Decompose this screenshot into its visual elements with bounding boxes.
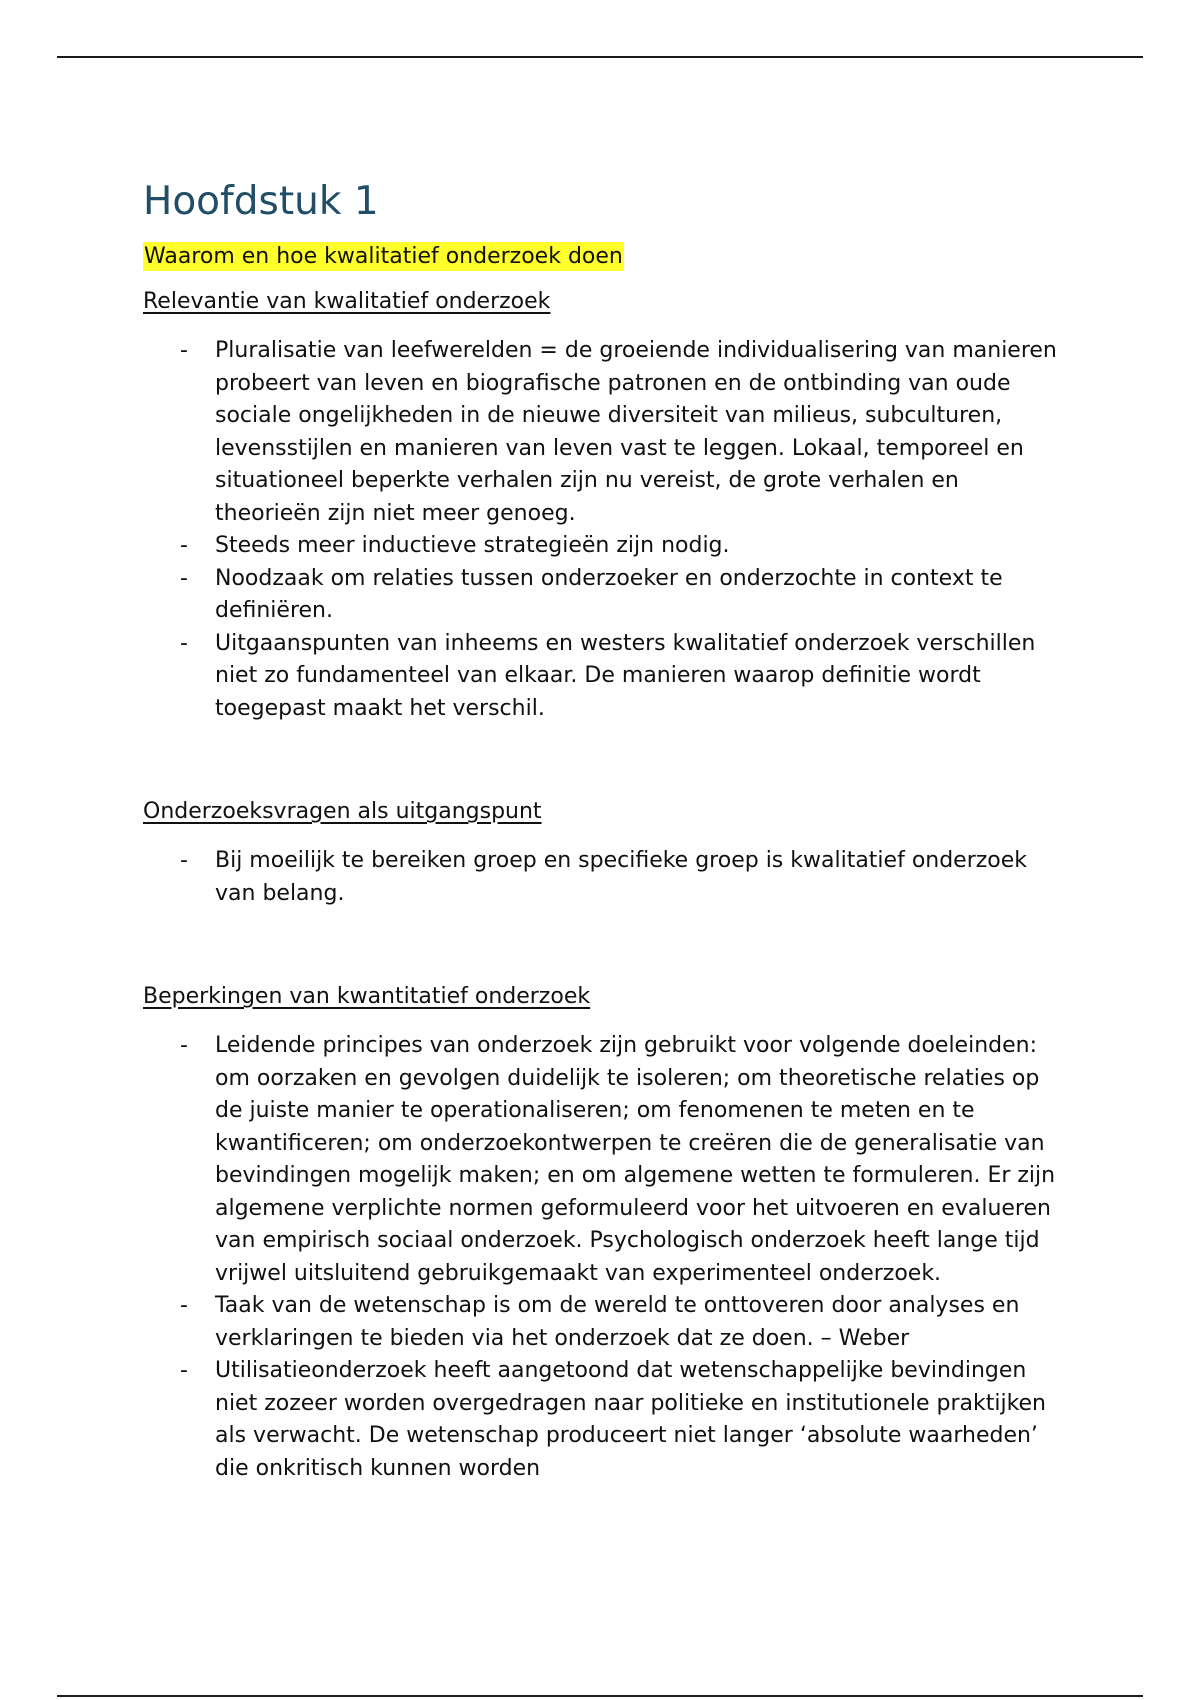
list-item xyxy=(143,1355,1063,1485)
list-item-text: Pluralisatie van leefwerelden = de groeiende individualisering van manieren probeert van leven en biografische patronen en de ontbinding van oude sociale ongelijkheden in de nieuwe diversiteit van milieus, subculturen, levensstijlen en manieren van leven vast te leggen. Lokaal, temporeel en situationeel beperkte verhalen zijn nu vereist, de grote verhalen en theorieën zijn niet meer genoeg. xyxy=(215,338,1057,526)
dash-bullet: - xyxy=(180,1358,188,1383)
list-item-text: Noodzaak om relaties tussen onderzoeker en onderzochte in context te definiëren. xyxy=(215,565,1003,623)
header-rule xyxy=(57,56,1143,58)
list-item-text: Leidende principes van onderzoek zijn gebruikt voor volgende doeleinden: om oorzaken en gevolgen duidelijk te isoleren; om theoretische relaties op de juiste manier te operationaliseren; om fenomenen te meten en te kwantificeren; om onderzoekontwerpen te creëren die de generalisatie van bevindingen mogelijk maken; en om algemene wetten te formuleren. Er zijn algemene verplichte normen geformuleerd voor het uitvoeren en evalueren van empirisch sociaal onderzoek. Psychologisch onderzoek heeft lange tijd vrijwel uitsluitend gebruikgemaakt van experimenteel onderzoek. xyxy=(215,1033,1056,1286)
section-title-relevantie: Relevantie van kwalitatief onderzoek xyxy=(143,289,551,314)
list-item xyxy=(143,335,1063,530)
dash-bullet: - xyxy=(180,1293,188,1318)
highlighted-subtitle: Waarom en hoe kwalitatief onderzoek doen xyxy=(144,244,623,269)
list-item-text: Bij moeilijk te bereiken groep en specifieke groep is kwalitatief onderzoek van belang. xyxy=(215,848,1028,906)
page-content xyxy=(143,176,1063,1485)
list-item-text: Utilisatieonderzoek heeft aangetoond dat wetenschappelijke bevindingen niet zozeer worden overgedragen naar politieke en institutionele praktijken als verwacht. De wetenschap produceert niet langer ‘absolute waarheden’ die onkritisch kunnen worden xyxy=(215,1358,1047,1481)
dash-bullet: - xyxy=(180,1033,188,1058)
dash-bullet: - xyxy=(180,848,188,873)
list-item-text: Uitgaanspunten van inheems en westers kwalitatief onderzoek verschillen niet zo fundamenteel van elkaar. De manieren waarop definitie wordt toegepast maakt het verschil. xyxy=(215,630,1036,721)
list-item-text: Steeds meer inductieve strategieën zijn nodig. xyxy=(215,533,730,558)
section-title-onderzoeksvragen: Onderzoeksvragen als uitgangspunt xyxy=(143,799,542,824)
page-title: Hoofdstuk 1 xyxy=(143,179,379,224)
footer-rule xyxy=(57,1695,1143,1697)
list-item xyxy=(143,845,1063,910)
bullet-list-beperkingen xyxy=(143,1030,1063,1485)
dash-bullet: - xyxy=(180,565,188,591)
list-item xyxy=(143,1030,1063,1290)
list-item xyxy=(143,628,1063,726)
dash-bullet: - xyxy=(180,630,188,656)
list-item xyxy=(143,530,1063,563)
bullet-list-onderzoeksvragen xyxy=(143,845,1063,910)
bullet-list-relevantie xyxy=(143,335,1063,725)
list-item xyxy=(143,563,1063,628)
list-item-text: Taak van de wetenschap is om de wereld te onttoveren door analyses en verklaringen te bieden via het onderzoek dat ze doen. – Weber xyxy=(215,1293,1020,1351)
section-title-beperkingen: Beperkingen van kwantitatief onderzoek xyxy=(143,984,591,1009)
dash-bullet: - xyxy=(180,533,188,558)
dash-bullet: - xyxy=(180,338,188,363)
list-item xyxy=(143,1290,1063,1355)
